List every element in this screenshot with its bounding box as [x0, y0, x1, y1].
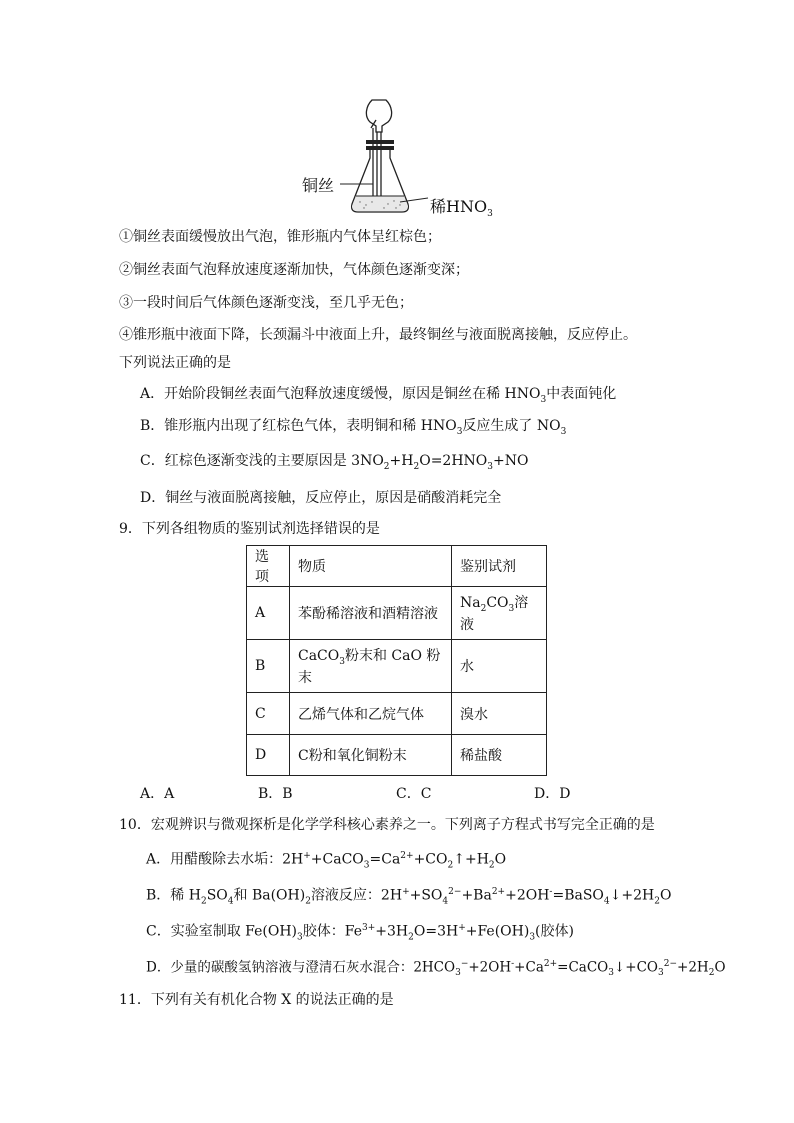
observation-3: ③一段时间后气体颜色逐渐变浅，至几乎无色； [119, 295, 413, 311]
header-reagent: 鉴别试剂 [452, 546, 547, 587]
row-option: A [247, 587, 290, 640]
table-row [247, 735, 547, 776]
table-header-row [247, 546, 547, 587]
q8-option-d: D．铜丝与液面脱离接触，反应停止，原因是硝酸消耗完全 [140, 490, 502, 506]
row-substance: CaCO$_3$粉末和 CaO 粉末 [290, 640, 452, 693]
q9-choice-d: D．D [534, 786, 571, 802]
q10-option-d: D．少量的碳酸氢钠溶液与澄清石灰水混合：$2HCO_3^-+2OH^-+Ca^{2+}=CaCO_3↓+CO_3^{2-}+2H_2O$ [146, 959, 726, 979]
q8-stem: 下列说法正确的是 [119, 355, 231, 371]
q9-stem: 9．下列各组物质的鉴别试剂选择错误的是 [119, 521, 380, 537]
q8-option-c: C．红棕色逐渐变浅的主要原因是 $3NO_2+H_2O=2HNO_3+NO$ [140, 453, 529, 472]
row-option: C [247, 693, 290, 735]
q10-option-a: A．用醋酸除去水垢：$2H^++CaCO_3=Ca^{2+}+CO_2↑+H_2O$ [146, 851, 507, 871]
row-option: B [247, 640, 290, 693]
q10-stem: 10．宏观辨识与微观探析是化学学科核心素养之一。下列离子方程式书写完全正确的是 [119, 817, 655, 833]
row-substance: 乙烯气体和乙烷气体 [290, 693, 452, 735]
figure-label-copper-wire: 铜丝 [302, 176, 335, 195]
table-row [247, 640, 547, 693]
row-reagent: $Na_2CO_3$溶液 [452, 587, 547, 640]
q11-stem: 11．下列有关有机化合物 X 的说法正确的是 [119, 992, 394, 1008]
row-option: D [247, 735, 290, 776]
observation-2: ②铜丝表面气泡释放速度逐渐加快，气体颜色逐渐变深； [119, 262, 469, 278]
row-substance: C粉和氧化铜粉末 [290, 735, 452, 776]
q9-choice-a: A．A [140, 786, 175, 802]
row-reagent: 溴水 [452, 693, 547, 735]
row-reagent: 水 [452, 640, 547, 693]
q10-option-c: C．实验室制取 $Fe(OH)_3$胶体：$Fe^{3+}+3H_2O=3H^++Fe(OH)_3$(胶体) [146, 923, 574, 943]
observation-1: ①铜丝表面缓慢放出气泡，锥形瓶内气体呈红棕色； [119, 229, 441, 245]
q8-option-b: B．锥形瓶内出现了红棕色气体，表明铜和稀 $HNO_3$反应生成了 $NO_3$ [140, 418, 567, 437]
q8-option-a: A．开始阶段铜丝表面气泡释放速度缓慢，原因是铜丝在稀 $HNO_3$中表面钝化 [140, 386, 617, 405]
table-row [247, 693, 547, 735]
header-option: 选项 [247, 546, 290, 587]
figure-label-dilute-hno3: 稀$HNO_3$ [430, 197, 493, 220]
table-row [247, 587, 547, 640]
q9-table [246, 545, 547, 776]
row-reagent: 稀盐酸 [452, 735, 547, 776]
q9-choice-c: C．C [396, 786, 432, 802]
row-substance: 苯酚稀溶液和酒精溶液 [290, 587, 452, 640]
q10-option-b: B．稀 $H_2SO_4$和 $Ba(OH)_2$溶液反应：$2H^++SO_4^{2-}+Ba^{2+}+2OH^-=BaSO_4↓+2H_2O$ [146, 887, 672, 907]
header-substance: 物质 [290, 546, 452, 587]
observation-4: ④锥形瓶中液面下降，长颈漏斗中液面上升，最终铜丝与液面脱离接触，反应停止。 [119, 327, 637, 343]
q9-choice-b: B．B [258, 786, 293, 802]
